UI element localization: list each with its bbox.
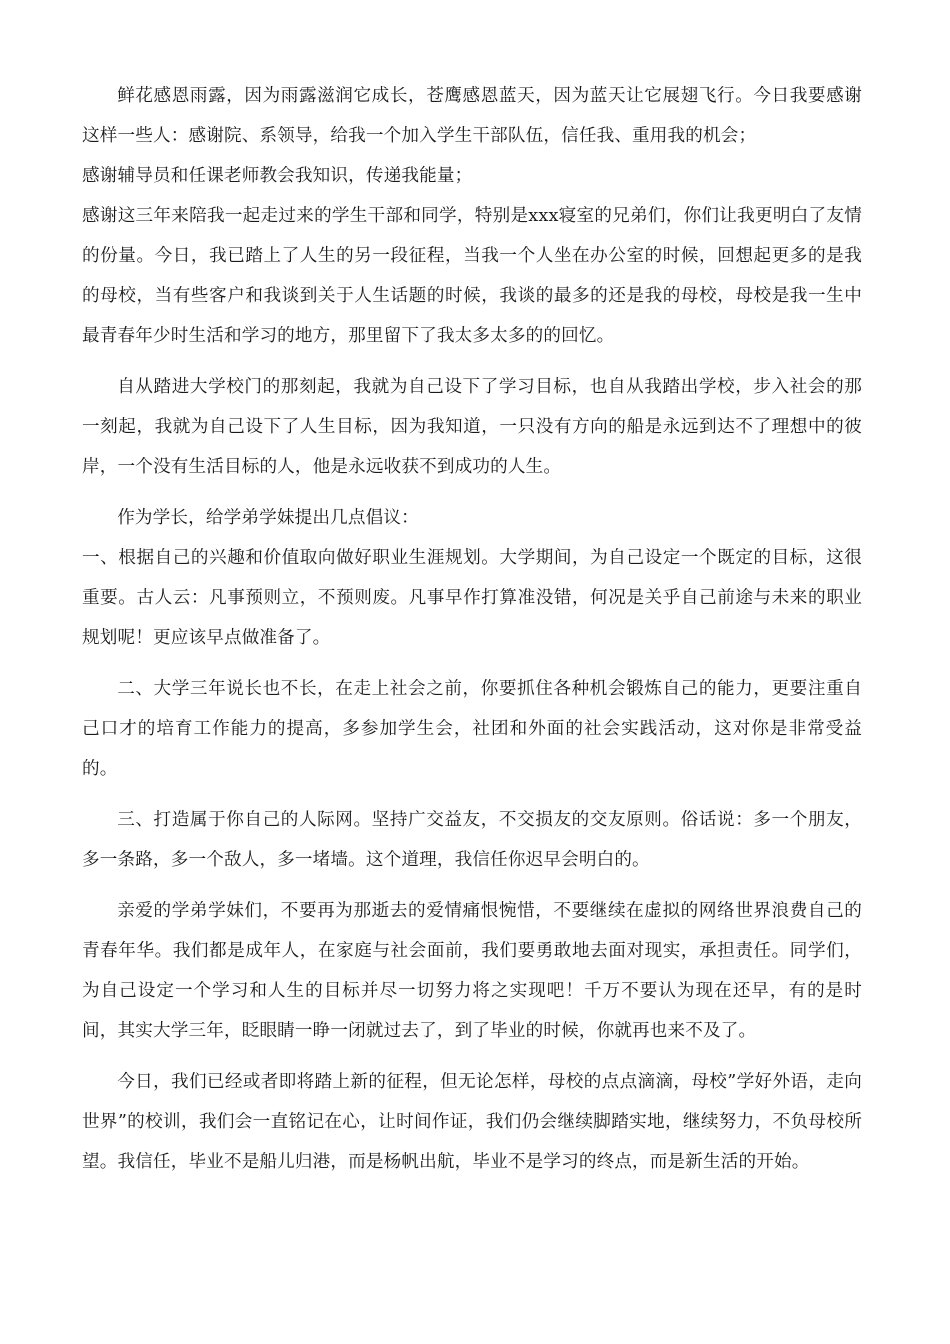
paragraph-3: 感谢这三年来陪我一起走过来的学生干部和同学，特别是xxx寝室的兄弟们，你们让我更明白了友情的份量。今日，我已踏上了人生的另一段征程，当我一个人坐在办公室的时候，回想起更多的是我的母校，当有些客户和我谈到关于人生话题的时候，我谈的最多的还是我的母校，母校是我一生中最青春年少时生活和学习的地方，那里留下了我太多太多的的回忆。 [82, 206, 862, 346]
paragraph-6: 一、根据自己的兴趣和价值取向做好职业生涯规划。大学期间，为自己设定一个既定的目标，这很重要。古人云：凡事预则立，不预则废。凡事早作打算准没错，何况是关乎自己前途与未来的职业规划呢！更应该早点做准备了。 [82, 548, 862, 648]
document-body [82, 76, 862, 1182]
paragraph-1: 鲜花感恩雨露，因为雨露滋润它成长，苍鹰感恩蓝天，因为蓝天让它展翅飞行。今日我要感谢这样一些人：感谢院、系领导，给我一个加入学生干部队伍，信任我、重用我的机会； [82, 86, 862, 146]
paragraph-9: 亲爱的学弟学妹们，不要再为那逝去的爱情痛恨惋惜，不要继续在虚拟的网络世界浪费自己的青春年华。我们都是成年人，在家庭与社会面前，我们要勇敢地去面对现实，承担责任。同学们，为自己设定一个学习和人生的目标并尽一切努力将之实现吧！千万不要认为现在还早，有的是时间，其实大学三年，眨眼睛一睁一闭就过去了，到了毕业的时候，你就再也来不及了。 [82, 901, 862, 1041]
paragraph-8: 三、打造属于你自己的人际网。坚持广交益友，不交损友的交友原则。俗话说：多一个朋友，多一条路，多一个敌人，多一堵墙。这个道理，我信任你迟早会明白的。 [82, 810, 862, 870]
paragraph-10: 今日，我们已经或者即将踏上新的征程，但无论怎样，母校的点点滴滴，母校”学好外语，走向世界”的校训，我们会一直铭记在心，让时间作证，我们仍会继续脚踏实地，继续努力，不负母校所望。我信任，毕业不是船儿归港，而是杨帆出航，毕业不是学习的终点，而是新生活的开始。 [82, 1072, 862, 1172]
paragraph-4: 自从踏进大学校门的那刻起，我就为自己设下了学习目标，也自从我踏出学校，步入社会的那一刻起，我就为自己设下了人生目标，因为我知道，一只没有方向的船是永远到达不了理想中的彼岸，一个没有生活目标的人，他是永远收获不到成功的人生。 [82, 377, 862, 477]
paragraph-2: 感谢辅导员和任课老师教会我知识，传递我能量； [82, 166, 473, 186]
paragraph-5: 作为学长，给学弟学妹提出几点倡议： [117, 508, 419, 528]
paragraph-7: 二、大学三年说长也不长，在走上社会之前，你要抓住各种机会锻炼自己的能力，更要注重自己口才的培育工作能力的提高，多参加学生会，社团和外面的社会实践活动，这对你是非常受益的。 [82, 679, 862, 779]
